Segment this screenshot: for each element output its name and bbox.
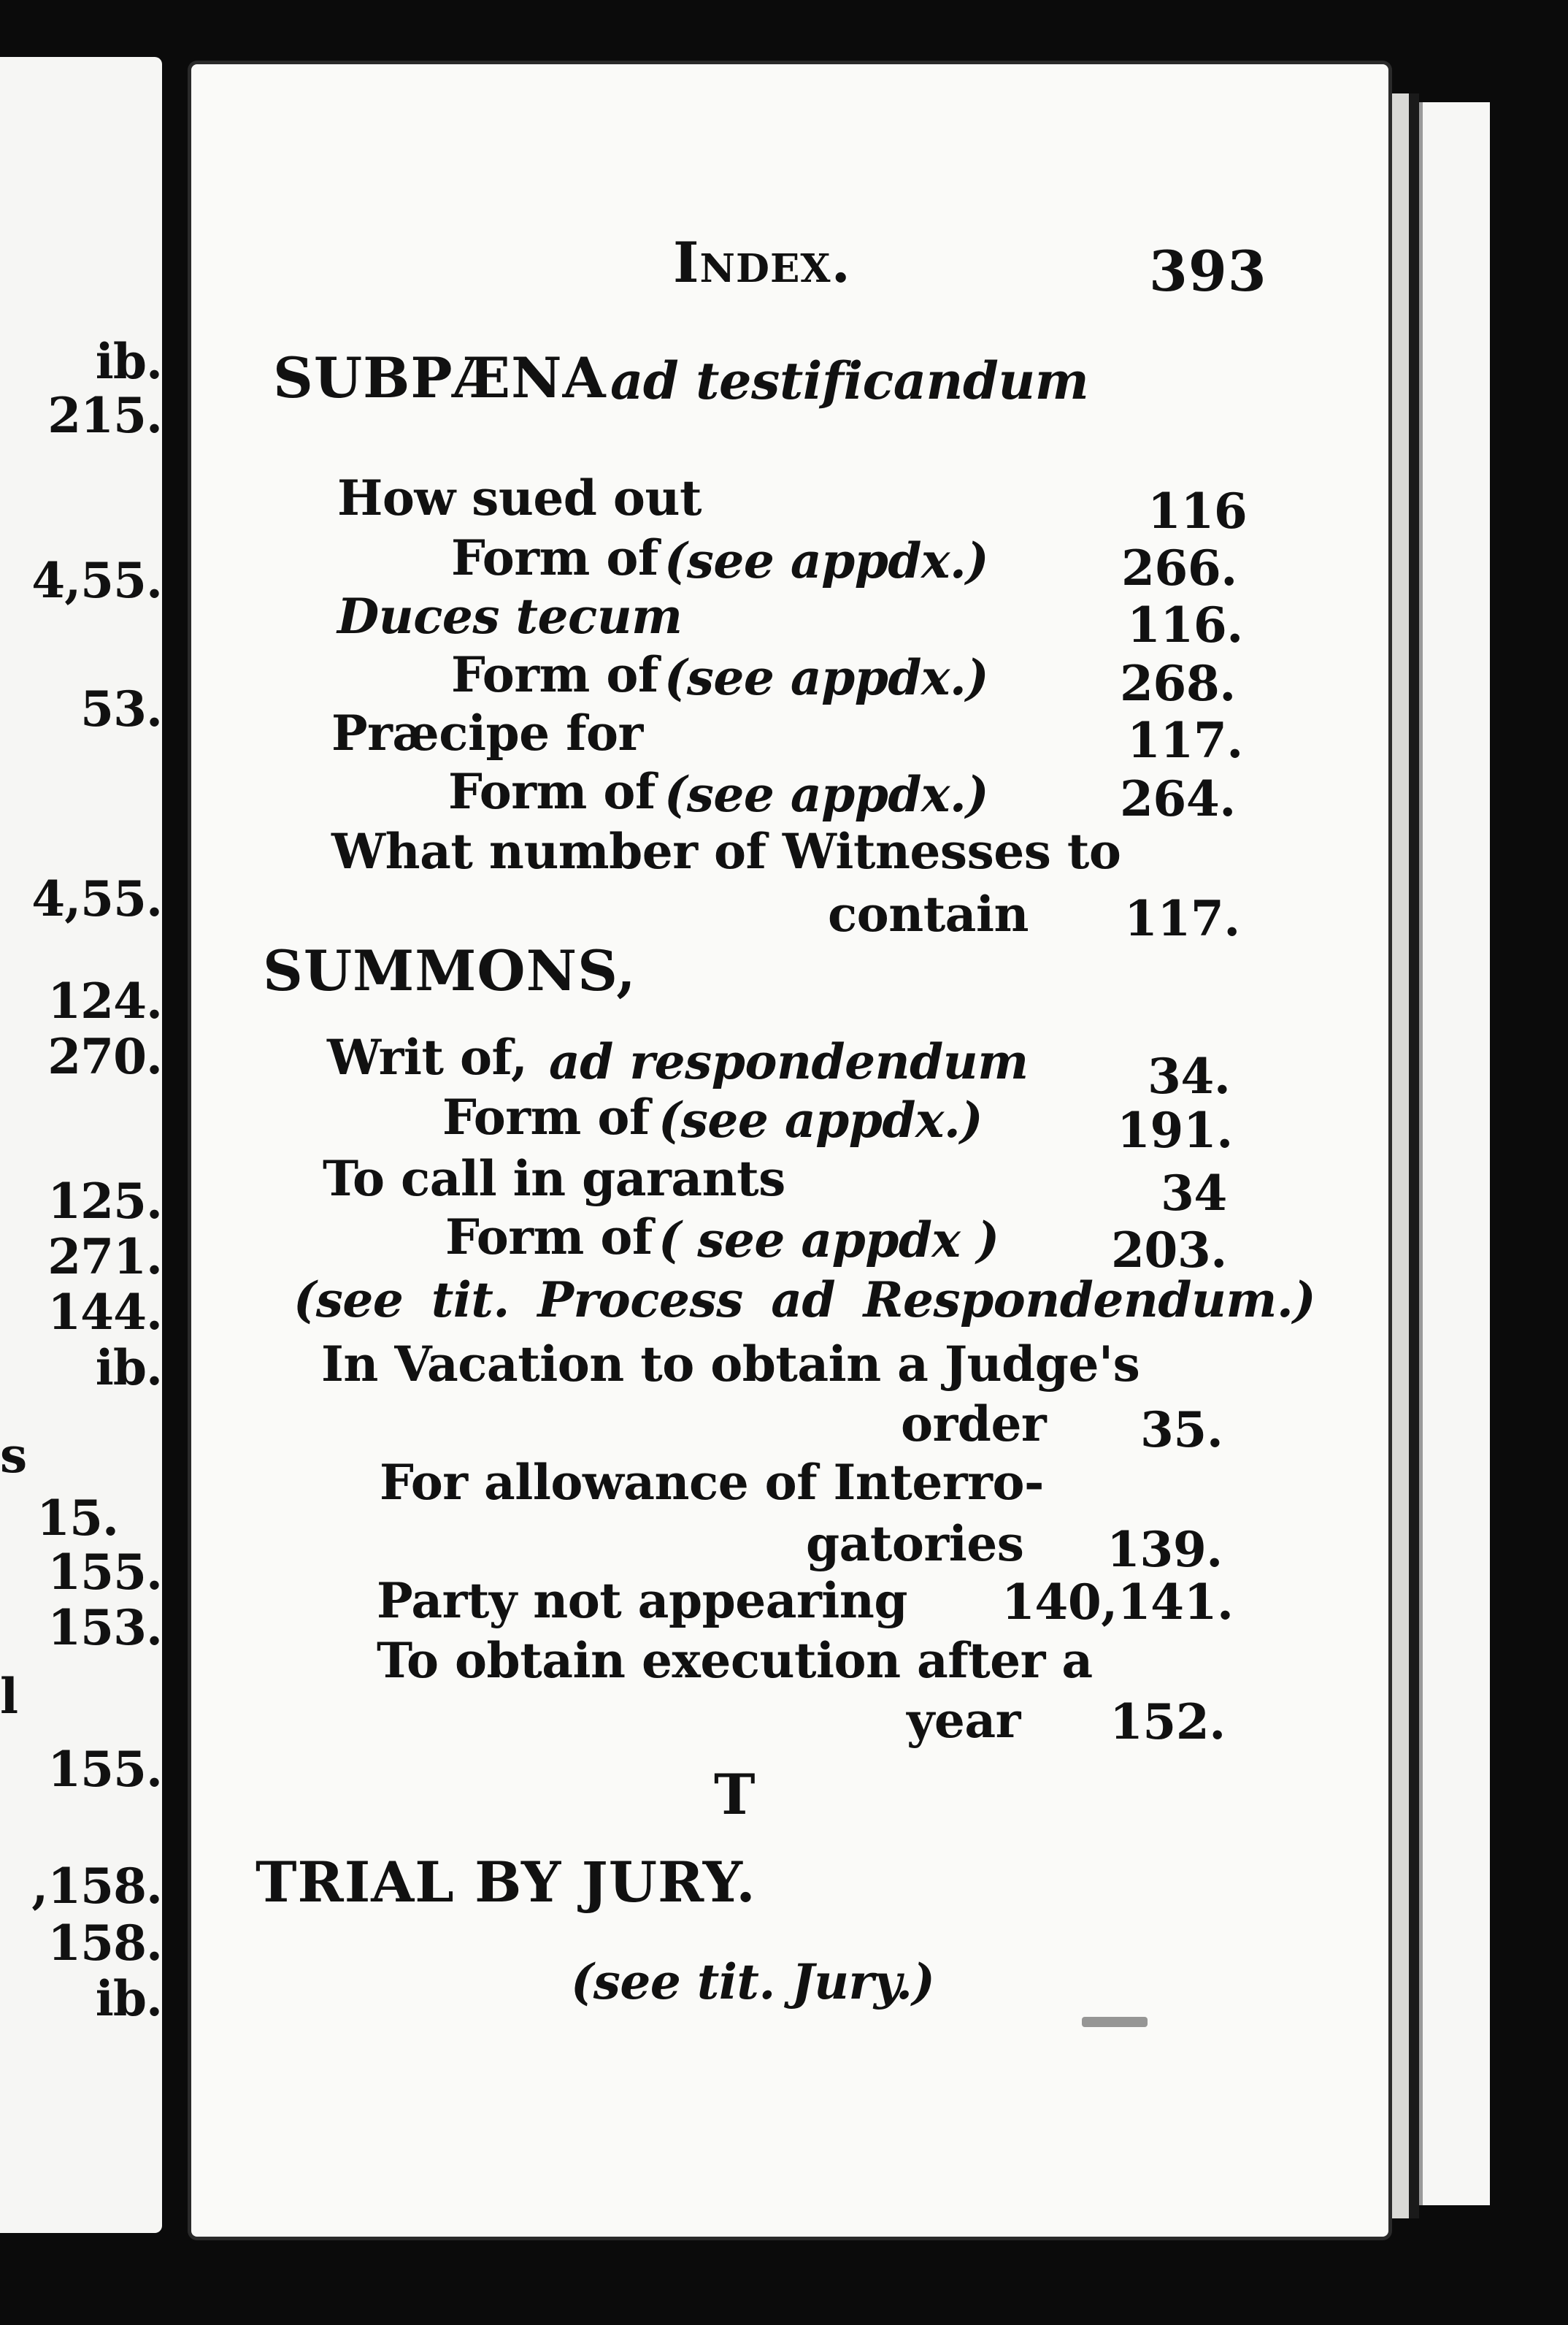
- index-page: [191, 64, 1388, 2237]
- left-page-text: ib.: [95, 1339, 162, 1396]
- left-page-text: 124.: [47, 973, 162, 1030]
- ink-smudge: [1082, 2017, 1148, 2027]
- left-page-fragment: [0, 57, 162, 2233]
- entry-continuation: gatories: [806, 1515, 1024, 1572]
- entry-label: Writ of,: [327, 1029, 528, 1086]
- entry-page: 152.: [1110, 1693, 1226, 1750]
- entry-italic: ad respondendum: [549, 1033, 1029, 1090]
- entry-heading-summons: SUMMONS,: [263, 938, 637, 1003]
- section-letter: T: [714, 1762, 756, 1827]
- entry-page: 34: [1161, 1165, 1227, 1222]
- entry-paren: ( see appdx ): [658, 1211, 999, 1268]
- entry-label: Præcipe for: [331, 705, 643, 762]
- entry-page: 268.: [1120, 655, 1236, 712]
- page-edge: [1409, 93, 1419, 2218]
- entry-continuation: contain: [828, 886, 1029, 943]
- left-page-text: 125.: [47, 1173, 162, 1230]
- entry-page: 34.: [1148, 1048, 1231, 1105]
- left-page-text: 15.: [36, 1490, 118, 1547]
- entry-page: 116: [1148, 483, 1248, 540]
- left-page-text: 53.: [80, 681, 162, 738]
- left-page-text: ,158.: [31, 1858, 162, 1915]
- see-title-reference: (see tit. Jury.): [571, 1953, 935, 2010]
- left-page-text: l: [0, 1668, 18, 1725]
- left-page-text: 4,55.: [31, 870, 162, 927]
- entry-label: To call in garants: [323, 1150, 785, 1207]
- left-page-text: 155.: [47, 1741, 162, 1798]
- entry-heading-italic: ad testificandum: [610, 351, 1089, 411]
- entry-label: For allowance of Interro-: [380, 1454, 1044, 1511]
- left-page-text: 271.: [47, 1228, 162, 1285]
- entry-page: 140,141.: [1002, 1574, 1234, 1631]
- entry-label: Form of: [451, 646, 658, 703]
- entry-label: To obtain execution after a: [377, 1632, 1093, 1689]
- left-page-text: ib.: [95, 1970, 162, 2027]
- entry-page: 35.: [1140, 1401, 1223, 1458]
- entry-page: 264.: [1120, 770, 1236, 827]
- left-page-text: 270.: [47, 1028, 162, 1085]
- entry-label: Party not appearing: [377, 1572, 907, 1629]
- entry-continuation: order: [901, 1395, 1047, 1452]
- entry-label: How sued out: [337, 470, 702, 526]
- entry-paren: (see appdx.): [658, 1092, 983, 1149]
- left-page-text: 215.: [47, 387, 162, 444]
- entry-paren: (see appdx.): [664, 532, 989, 589]
- entry-label: Form of: [451, 529, 658, 586]
- entry-label: What number of Witnesses to: [331, 823, 1121, 880]
- page-number: 393: [1149, 239, 1267, 304]
- entry-page: 191.: [1117, 1102, 1233, 1159]
- entry-paren: (see appdx.): [664, 649, 989, 706]
- entry-label: Form of: [448, 763, 656, 820]
- entry-page: 203.: [1111, 1222, 1227, 1279]
- entry-continuation: year: [907, 1692, 1021, 1749]
- left-page-text: ib.: [95, 333, 162, 390]
- see-title-reference: (see tit. Process ad Respondendum.): [293, 1271, 1316, 1328]
- left-page-text: 153.: [47, 1599, 162, 1656]
- entry-page: 139.: [1107, 1521, 1223, 1578]
- entry-page: 117.: [1127, 712, 1243, 769]
- entry-label: In Vacation to obtain a Judge's: [321, 1336, 1140, 1393]
- entry-heading-trial: TRIAL BY JURY.: [255, 1850, 756, 1915]
- left-page-text: 158.: [47, 1915, 162, 1972]
- entry-page: 116.: [1127, 597, 1243, 654]
- left-page-text: s: [0, 1427, 27, 1484]
- left-page-text: 155.: [47, 1544, 162, 1601]
- page-edge: [1419, 102, 1490, 2205]
- entry-heading-subpaena: SUBPÆNA: [273, 345, 607, 410]
- page-title: Index.: [673, 230, 851, 295]
- entry-label: Form of: [445, 1209, 653, 1265]
- entry-paren: (see appdx.): [664, 766, 989, 823]
- entry-page: 117.: [1124, 890, 1240, 947]
- entry-label: Duces tecum: [337, 588, 683, 645]
- left-page-text: 4,55.: [31, 552, 162, 609]
- entry-page: 266.: [1121, 540, 1237, 597]
- left-page-text: 144.: [47, 1284, 162, 1341]
- entry-label: Form of: [442, 1089, 650, 1146]
